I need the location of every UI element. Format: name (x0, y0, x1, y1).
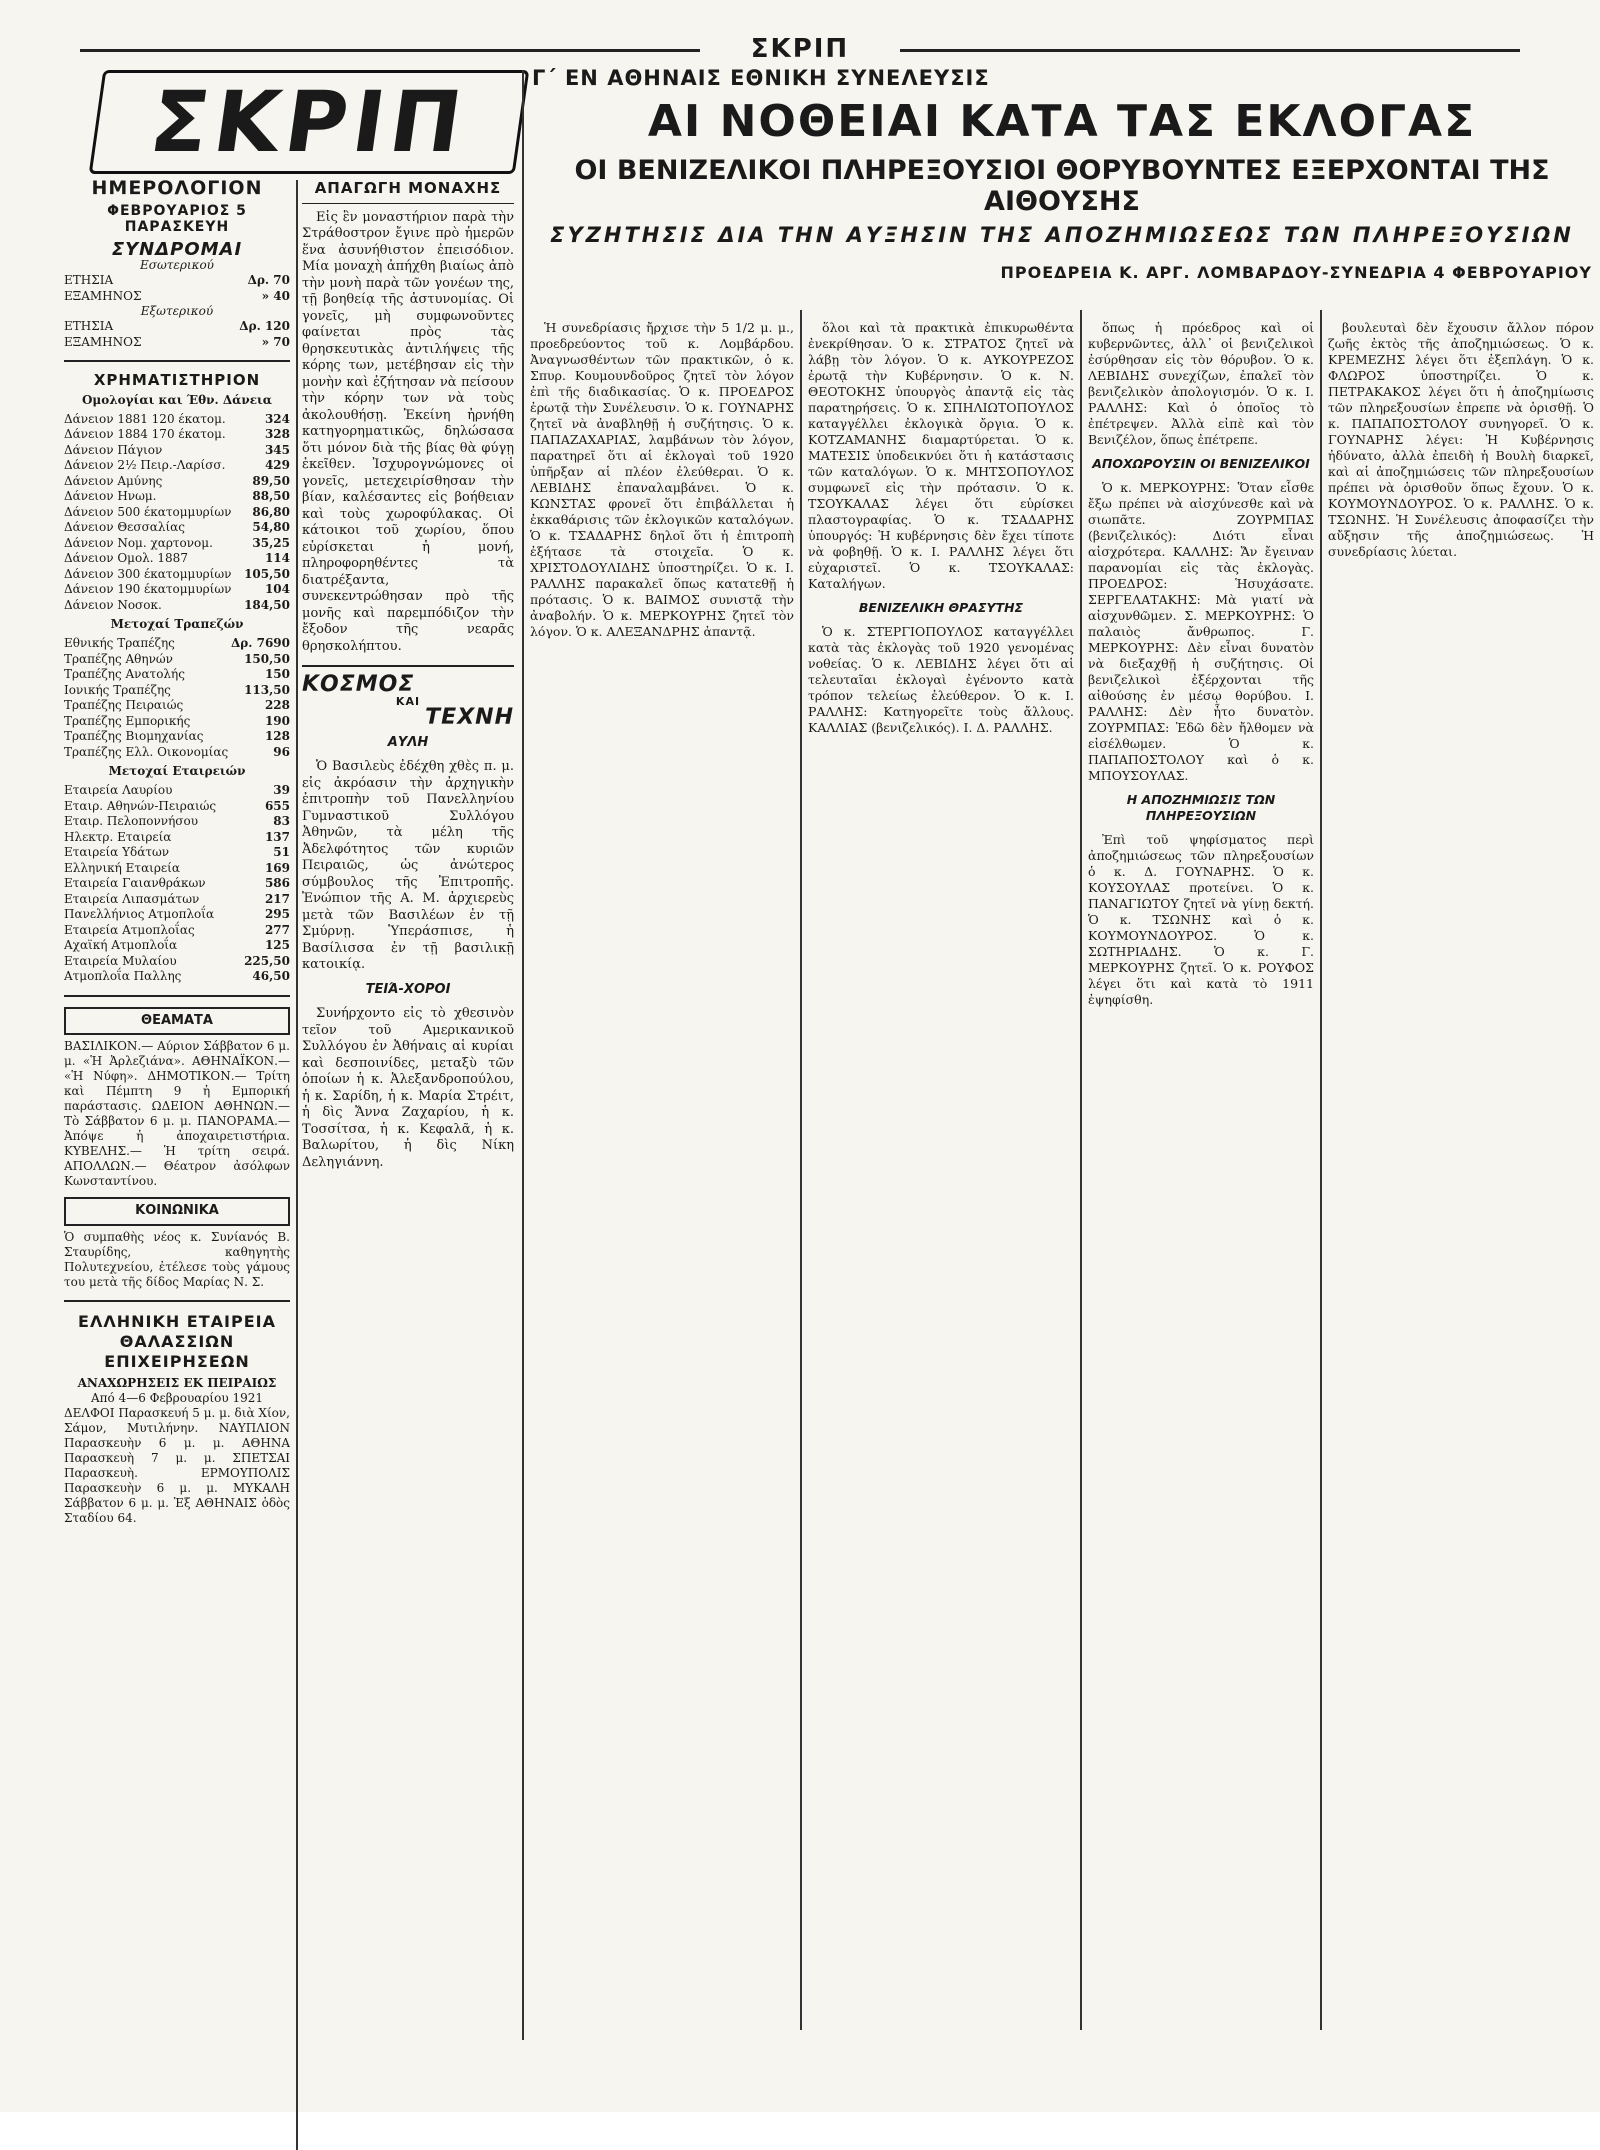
exchange-row: Δάνειον Νομ. χαρτονομ. 35,25 (64, 535, 290, 550)
column-rule (296, 180, 298, 2150)
subscription-row: ΕΞΑΜΗΝΟΣ » 70 (64, 334, 290, 349)
exchange-row: Δάνειον Ηνωμ. 88,50 (64, 489, 290, 503)
exchange-row: Δάνειον 1884 170 έκατομ. 328 (64, 427, 290, 441)
company-row: Εταιρεία Ατμοπλοΐας 277 (64, 922, 290, 937)
bank-row: Εθνικής Τραπέζης Δρ. 7690 (64, 636, 290, 650)
bank-row: Τραπέζης Πειραιώς 228 (64, 698, 290, 712)
theatres-title: ΘΕΑΜΑΤΑ (64, 1007, 290, 1036)
company-row: Εταιρεία Μυλαίου 225,50 (64, 953, 290, 968)
article-column-4: βουλευταὶ δὲν ἔχουσιν ἄλλον πόρον ζωῆς ἐκτὸς τῆς ἀποζημιώσεως. Ὁ κ. ΚΡΕΜΕΖΗΣ λέγει ὅτι ἐξεπλάγη. Ὁ κ. ΦΛΩΡΟΣ ὑποστηρίζει. Ὁ κ. ΠΕΤΡΑΚΑΚΟΣ λέγει ὅτι ἡ ἀποζημίωσις τῶν πληρεξουσίων ἐπρεπε νὰ ὁρισθῇ. Ὁ κ. ΠΑΠΑΠΟΣΤΟΛΟΥ συνηγορεῖ. Ὁ κ. ΓΟΥΝΑΡΗΣ λέγει: Ἡ Κυβέρνησις ἠδύνατο, ἀλλὰ ἐπειδὴ ἡ Βουλὴ διαρκεῖ, καὶ αἱ ἀποζημιώσεις τῶν πληρεξουσίων πρέπει νὰ ὁρισθοῦν ὅπως ἔχουν. Ὁ κ. ΚΟΥΜΟΥΝΔΟΥΡΟΣ. Ὁ κ. ΡΑΛΛΗΣ. Ὁ κ. ΤΣΩΝΗΣ. Ἡ Συνέλευσις ἀποφασίζει τὴν αὔξησιν τῆς ἀποζημιώσεως. Ἡ συνεδρίασις λύεται. (1328, 320, 1594, 559)
section-title-techni: ΤΕΧΝΗ (425, 705, 514, 730)
exchange-row: Δάνειον 190 έκατομμυρίων 104 (64, 582, 290, 596)
monastery-title: ΑΠΑΓΩΓΗ ΜΟΝΑΧΗΣ (314, 180, 502, 197)
company-row: Εταιρεία Λιπασμάτων 217 (64, 891, 290, 906)
bank-row: Τραπέζης Βιομηχανίας 128 (64, 729, 290, 743)
section-title-kai: ΚΑΙ (395, 694, 421, 708)
theatres-text: ΒΑΣΙΛΙΚΟΝ.— Αύριον Σάββατον 6 μ. μ. «Ἡ Ἀρλεζιάνα». ΑΘΗΝΑΪΚΟΝ.— «Ἡ Νύφη». ΔΗΜΟΤΙΚΟΝ.— Τρίτη καὶ Πέμπτη 9 ἡ Εμπορική παράστασις. ΩΔΕΙΟΝ ΑΘΗΝΩΝ.— Τὸ Σάββατον 6 μ. μ. ΠΑΝΟΡΑΜΑ.— Ἀπόψε ἡ ἀποχαιρετιστήρια. ΚΥΒΕΛΗΣ.— Ἡ τρίτη σειρά. ΑΠΟΛΛΩΝ.— Θέατρον ἀσόλφων Κωνσταντίνου. (64, 1039, 290, 1188)
company-row: Ηλεκτρ. Εταιρεία 137 (64, 829, 290, 844)
company-row: Εταιρ. Πελοποννήσου 83 (64, 814, 290, 828)
section-sub-avli: ΑΥΛΗ (387, 734, 429, 750)
foreign-label: Εξωτερικού (140, 304, 214, 318)
exchange-row: Δάνειον Αμύνης 89,50 (64, 473, 290, 488)
subscription-row: ΕΤΗΣΙΑ Δρ. 120 (64, 319, 290, 333)
companies-title: Μετοχαί Εταιρειών (108, 764, 246, 778)
company-row: Ελληνική Εταιρεία 169 (64, 860, 290, 875)
domestic-label: Εσωτερικού (140, 258, 214, 272)
exchange-title: ΧΡΗΜΑΤΙΣΤΗΡΙΟΝ (93, 371, 261, 389)
exchange-table (64, 412, 290, 614)
teia-text: Συνήρχοντο εἰς τὸ χθεσινὸν τεῖον τοῦ Αμερικανικοῦ Συλλόγου ἐν Ἀθήναις αἱ κυρίαι καὶ δεσποινίδες, μεταξὺ τῶν ὁποίων ἡ κ. Ἀλεξανδροπούλου, ἡ κ. Σαρίδη, ἡ κ. Μαρία Στρέιτ, ἡ δὶς Ἄννα Ζαχαρίου, ἡ κ. Τοσσίτσα, ἡ κ. Κεφαλᾶ, ἡ κ. Βαλωρίτου, ἡ δὶς Νίκη Δεληγιάννη. (302, 1006, 514, 1170)
exchange-row: Δάνειον Πάγιον 345 (64, 442, 290, 457)
bank-row: Τραπέζης Ανατολής 150 (64, 667, 290, 681)
column-rule (1320, 310, 1322, 2030)
sailings-dates: Από 4—6 Φεβρουαρίου 1921 (91, 1390, 263, 1405)
running-head: ΣΚΡΙΠ (0, 34, 1600, 64)
section-title-kosmos: ΚΟΣΜΟΣ (302, 672, 415, 697)
article-presidency: ΠΡΟΕΔΡΕΙΑ Κ. ΑΡΓ. ΛΟΜΒΑΡΔΟΥ-ΣΥΝΕΔΡΙΑ 4 ΦΕΒΡΟΥΑΡΙΟΥ (1000, 263, 1592, 282)
bank-row: Τραπέζης Ελλ. Οικονομίας 96 (64, 744, 290, 759)
sub-exit: ΑΠΟΧΩΡΟΥΣΙΝ ΟΙ ΒΕΝΙΖΕΛΙΚΟΙ (1092, 456, 1310, 471)
company-row: Εταιρεία Γαιανθράκων 586 (64, 876, 290, 890)
date-line: ΦΕΒΡΟΥΑΡΙΟΣ 5 ΠΑΡΑΣΚΕΥΗ (107, 202, 247, 235)
calendar-title: ΗΜΕΡΟΛΟΓΙΟΝ (91, 180, 263, 199)
article-column-2: ὅλοι καὶ τὰ πρακτικὰ ἐπικυρωθέντα ἐνεκρίθησαν. Ὁ κ. ΣΤΡΑΤΟΣ ζητεῖ νὰ λάβῃ τὸν λόγον. Ὁ κ. ΑΥΚΟΥΡΕΖΟΣ ἐρωτᾷ τὴν Κυβέρνησιν. Ὁ κ. Ν. ΘΕΟΤΟΚΗΣ ὑπουργὸς ἀπαντᾷ εἰς τὰς παρατηρήσεις. Ὁ κ. ΣΠΗΛΙΩΤΟΠΟΥΛΟΣ καταγγέλλει ἐκλογικὰ ὄργια. Ὁ κ. ΚΟΤΖΑΜΑΝΗΣ διαμαρτύρεται. Ὁ κ. ΜΑΤΕΣΙΣ ὑποδεικνύει ὅτι ἡ κατάστασις τῶν καταλόγων. Ὁ κ. ΜΗΤΣΟΠΟΥΛΟΣ συμφωνεῖ εἰς τὴν πρότασιν. Ὁ κ. ΤΣΟΥΚΑΛΑΣ λέγει ὅτι εὑρίσκει πλαστογραφίας. Ὁ κ. ΤΣΑΔΑΡΗΣ ὑπουργός: Ἡ κυβέρνησις δὲν ἔχει τίποτε νὰ φοβηθῇ. Ὁ κ. Ι. ΡΑΛΛΗΣ λέγει ὅτι εὐχαριστεῖ. Ὁ κ. ΤΣΟΥΚΑΛΑΣ: Καταλήγων. ΒΕΝΙΖΕΛΙΚΗ ΘΡΑΣΥΤΗΣ Ὁ κ. ΣΤΕΡΓΙΟΠΟΥΛΟΣ καταγγέλλει κατὰ τὰς ἐκλογὰς τοῦ 1920 γενομένας νοθείας. Ὁ κ. ΛΕΒΙΔΗΣ λέγει ὅτι αἱ τελευταῖαι ἐκλογαὶ ἐγένοντο κατὰ τρόπον τελείως ἐλεύθερον. Ὁ κ. Ι. ΡΑΛΛΗΣ: Κατηγορεῖτε τοὺς ἄλλους. ΚΑΛΛΙΑΣ (βενιζελικός). Ι. Δ. ΡΑΛΛΗΣ. (808, 320, 1074, 735)
column-rule (800, 310, 802, 2030)
companies-table (64, 783, 290, 985)
bank-row: Ιονικής Τραπέζης 113,50 (64, 682, 290, 697)
company-row: Εταιρεία Υδάτων 51 (64, 845, 290, 859)
exchange-row: Δάνειον Θεσσαλίας 54,80 (64, 520, 290, 534)
social-title: ΚΟΙΝΩΝΙΚΑ (64, 1197, 290, 1226)
subscriptions-title: ΣΥΝΔΡΟΜΑΙ (111, 238, 243, 260)
article-column-3: ὅπως ἡ πρόεδρος καὶ οἱ κυβερνῶντες, ἀλλ᾽ οἱ βενιζελικοὶ ἐσύρθησαν εἰς τὸν θόρυβον. Ὁ κ. ΛΕΒΙΔΗΣ συνεχίζων, ἐπαλεῖ τὸν βενιζελικὸν ἀπολογισμόν. Ὁ κ. Ι. ΡΑΛΛΗΣ: Καὶ ὁ ὁποῖος τὸ ἐπέτρεψεν. Ἀλλὰ εἰπὲ καὶ τὸν Βενιζέλον, ὅπως ἐπέτρεπε. ΑΠΟΧΩΡΟΥΣΙΝ ΟΙ ΒΕΝΙΖΕΛΙΚΟΙ Ὁ κ. ΜΕΡΚΟΥΡΗΣ: Ὅταν εἶσθε ἔξω πρέπει νὰ αἰσχύνεσθε καὶ νὰ σιωπᾶτε. ΖΟΥΡΜΠΑΣ (βενιζελικός): Διότι εἶναι αἰσχρότερα. ΚΑΛΛΗΣ: Ἄν ἔγειναν παρανομίαι εἰς τὰς ἐκλογὰς. ΠΡΟΕΔΡΟΣ: Ἡσυχάσατε. ΣΕΡΓΕΛΑΤΑΚΗΣ: Μὰ γιατί νὰ αἰσχυνθῶμεν. Σ. ΜΕΡΚΟΥΡΗΣ: Ὁ παλαιὸς ἄνθρωπος. Γ. ΜΕΡΚΟΥΡΗΣ: Δὲν εἶναι δυνατὸν νὰ διεξαχθῇ ἡ συζήτησις. Οἱ βενιζελικοὶ ἐξέρχονται τῆς αἰθούσης ἐν μέσῳ θορύβου. Ι. ΡΑΛΛΗΣ: Δὲν ἦτο δυνατὸν. ΖΟΥΡΜΠΑΣ: Ἐδῶ δὲν ἤλθομεν νὰ εἰσέλθωμεν. Ὁ κ. ΠΑΠΑΠΟΣΤΟΛΟΥ καὶ ὁ κ. ΜΠΟΥΣΟΥΛΑΣ. Η ΑΠΟΖΗΜΙΩΣΙΣ ΤΩΝ ΠΛΗΡΕΞΟΥΣΙΩΝ Ἐπὶ τοῦ ψηφίσματος περὶ ἀποζημιώσεως τῶν πληρεξουσίων ὁ κ. Δ. ΓΟΥΝΑΡΗΣ. Ὁ κ. ΚΟΥΣΟΥΛΑΣ προτείνει. Ὁ κ. ΠΑΝΑΓΙΩΤΟΥ ζητεῖ νὰ γίνῃ δεκτή. Ὁ κ. ΤΣΩΝΗΣ καὶ ὁ κ. ΚΟΥΜΟΥΝΔΟΥΡΟΣ. Ὁ κ. ΣΩΤΗΡΙΑΔΗΣ. Ὁ κ. Γ. ΜΕΡΚΟΥΡΗΣ ζητεῖ. Ὁ κ. ΡΟΥΦΟΣ λέγει ὅτι καὶ κατὰ τὸ 1911 ἐψηφίσθη. (1088, 320, 1314, 1007)
court-text: Ὁ Βασιλεὺς ἐδέχθη χθὲς π. μ. εἰς ἀκρόασιν τὴν ἀρχηγικὴν ἐπιτροπὴν τοῦ Πανελληνίου Γυμναστικοῦ Συλλόγου Ἀθηνῶν, τὰ μέλη τῆς Ἀδελφότητος τῶν κυριῶν Πειραιῶς, ὡς ἀνώτερος σύμβουλος τῆς Ἐπιτροπῆς. Ἐνώπιον τῆς Α. Μ. ἀρχιερεὺς μετὰ τῶν Βασιλέων ἐν τῇ Σμύρνῃ. Ὑπεράσπισε, ἡ Βασίλισσα ἐν τῇ βασιλικῇ κατοικίᾳ. (302, 759, 514, 972)
exchange-row: Δάνειον 2½ Πειρ.-Λαρίσσ. 429 (64, 458, 290, 472)
section-sub-teia: ΤΕΙΆ-ΧΟΡΟΙ (365, 981, 451, 997)
company-row: Εταιρ. Αθηνών-Πειραιώς 655 (64, 798, 290, 813)
social-text: Ὁ συμπαθὴς νέος κ. Συνίανός Β. Σταυρίδης, καθηγητὴς Πολυτεχνείου, ἐτέλεσε τοὺς γάμους του μετὰ τῆς δίδος Μαρίας Ν. Σ. (64, 1229, 290, 1289)
sailings-text: ΔΕΛΦΟΙ Παρασκευή 5 μ. μ. διὰ Χίον, Σάμον, Μυτιλήνην. ΝΑΥΠΛΙΟΝ Παρασκευὴν 6 μ. μ. ΑΘΗΝΑ Παρασκευὴ 7 μ. μ. ΣΠΕΤΣΑΙ Παρασκευὴ. ΕΡΜΟΥΠΟΛΙΣ Παρασκευὴν 6 μ. μ. ΜΥΚΑΛΗ Σάββατον 6 μ. μ. Ἐξ ΑΘΗΝΑΙΣ ὁδὸς Σταδίου 64. (64, 1405, 290, 1525)
company-row: Ατμοπλοΐα Παλλης 46,50 (64, 969, 290, 983)
main-article-header (532, 66, 1592, 282)
masthead-logo: ΣΚΡΙΠ (89, 70, 530, 174)
second-column (302, 180, 514, 2130)
article-headline: ΑΙ ΝΟΘΕΙΑΙ ΚΑΤΑ ΤΑΣ ΕΚΛΟΓΑΣ (647, 96, 1477, 147)
company-advert-title: ΕΛΛΗΝΙΚΗ ΕΤΑΙΡΕΙΑ ΘΑΛΑΣΣΙΩΝ ΕΠΙΧΕΙΡΗΣΕΩΝ (78, 1311, 276, 1371)
exchange-row: Δάνειον 300 έκατομμυρίων 105,50 (64, 566, 290, 581)
column-rule (522, 70, 524, 2040)
sub-venizelist: ΒΕΝΙΖΕΛΙΚΗ ΘΡΑΣΥΤΗΣ (858, 600, 1024, 615)
exchange-subtitle: Ομολογίαι και Έθν. Δάνεια (81, 392, 273, 407)
company-row: Αχαϊκή Ατμοπλοΐα 125 (64, 938, 290, 952)
column-rule (1080, 310, 1082, 2030)
article-deck: ΣΥΖΗΤΗΣΙΣ ΔΙΑ ΤΗΝ ΑΥΞΗΣΙΝ ΤΗΣ ΑΠΟΖΗΜΙΩΣΕΩΣ ΤΩΝ ΠΛΗΡΕΞΟΥΣΙΩΝ (550, 223, 1574, 247)
exchange-row: Δάνειον Νοσοκ. 184,50 (64, 597, 290, 612)
sub-compensation: Η ΑΠΟΖΗΜΙΩΣΙΣ ΤΩΝ ΠΛΗΡΕΞΟΥΣΙΩΝ (1126, 792, 1276, 823)
banks-table (64, 636, 290, 760)
bank-row: Τραπέζης Εμπορικής 190 (64, 713, 290, 728)
sailings-title: ΑΝΑΧΩΡΗΣΕΙΣ ΕΚ ΠΕΙΡΑΙΩΣ (77, 1375, 277, 1390)
company-row: Πανελλήνιος Ατμοπλοΐα 295 (64, 907, 290, 921)
monastery-text: Εἰς ἓν μοναστήριον παρὰ τὴν Στράθοστρον ἔγινε πρὸ ἡμερῶν ἕνα ἀσυνήθιστον ἐπεισόδιον. Μία μοναχὴ ἀπήχθη βιαίως ἀπὸ τὴν μονὴ παρὰ τῶν γονέων της, τῇ βοηθείᾳ τῆς ἀστυνομίας. Οἱ γονεῖς, μὴ συμφωνοῦντες φαίνεται πρὸς τὰς θρησκευτικὰς ἀντιλήψεις τῆς κόρης των, μετέβησαν εἰς τὴν μονὴν καὶ ἐζήτησαν νὰ πείσουν τὴν κόρην των νὰ τοὺς ἀκολουθήσῃ. Ἐκείνη ἠρνήθη κατηγορηματικῶς, δηλώσασα ὅτι μόνον διὰ τῆς βίας θὰ φύγῃ ἐκεῖθεν. Ἰσχυρογνώμονες οἱ γονεῖς, μετεχειρίσθησαν τὴν βίαν, καλέσαντες εἰς βοήθειαν καὶ τοὺς χωροφύλακας. Οἱ κάτοικοι τοῦ χωρίου, ὅπου εὑρίσκεται ἡ μονή, πληροφορηθέντες τὰ διατρέξαντα, συνεκεντρώθησαν πρὸ τῆς μονῆς καὶ παρεμπόδιζον τὴν ἔξοδον τῆς νεαρᾶς θρησκολήπτου. (302, 209, 514, 654)
bank-row: Τραπέζης Αθηνών 150,50 (64, 651, 290, 666)
banks-title: Μετοχαί Τραπεζών (110, 617, 244, 631)
exchange-row: Δάνειον Ομολ. 1887 114 (64, 551, 290, 565)
exchange-row: Δάνειον 500 έκατομμυρίων 86,80 (64, 504, 290, 519)
left-column (64, 180, 290, 2130)
exchange-row: Δάνειον 1881 120 έκατομ. 324 (64, 411, 290, 426)
subscription-row: ΕΞΑΜΗΝΟΣ » 40 (64, 288, 290, 303)
company-row: Εταιρεία Λαυρίου 39 (64, 783, 290, 797)
article-subhead: ΟΙ ΒΕΝΙΖΕΛΙΚΟΙ ΠΛΗΡΕΞΟΥΣΙΟΙ ΘΟΡΥΒΟΥΝΤΕΣ ΕΞΕΡΧΟΝΤΑΙ ΤΗΣ ΑΙΘΟΥΣΗΣ (574, 155, 1550, 217)
article-kicker: Γ΄ ΕΝ ΑΘΗΝΑΙΣ ΕΘΝΙΚΗ ΣΥΝΕΛΕΥΣΙΣ (532, 66, 990, 90)
article-column-1: Ἡ συνεδρίασις ἤρχισε τὴν 5 1/2 μ. μ., προεδρεύοντος τοῦ κ. Λομβάρδου. Ἀναγνωσθέντων τῶν πρακτικῶν, ὁ κ. Σπυρ. Κουμουνδοῦρος ζητεῖ τὸν λόγον ἐπὶ τῆς διαδικασίας. Ὁ κ. ΠΡΟΕΔΡΟΣ ἐρωτᾷ τὴν Συνέλευσιν. Ὁ κ. ΓΟΥΝΑΡΗΣ ζητεῖ νὰ ἀναβληθῇ ἡ συζήτησις. Ὁ κ. ΠΑΠΑΖΑΧΑΡΙΑΣ, λαμβάνων τὸν λόγον, παρατηρεῖ ὅτι αἱ ἐκλογαὶ τοῦ 1920 ὑπῆρξαν αἱ πλέον ἐλεύθεραι. Ὁ κ. ΛΕΒΙΔΗΣ ἐπαναλαμβάνει. Ὁ κ. ΚΩΝΣΤΑΣ φρονεῖ ὅτι ἐπιβάλλεται ἡ ἐκκαθάρισις τῶν ἐκλογικῶν καταλόγων. Ὁ κ. ΤΣΑΔΑΡΗΣ δηλοῖ ὅτι ἡ ἐπιτροπὴ ἐξήτασε τὰ στοιχεῖα. Ὁ κ. ΧΡΙΣΤΟΔΟΥΛΙΔΗΣ ὑποστηρίζει. Ὁ κ. Ι. ΡΑΛΛΗΣ παρακαλεῖ ὅπως κατατεθῇ ἡ πρότασις. Ὁ κ. ΒΑΙΜΟΣ συνιστᾷ τὴν ἀναβολήν. Ὁ κ. ΜΕΡΚΟΥΡΗΣ ζητεῖ τὸν λόγον. Ὁ κ. ΑΛΕΞΑΝΔΡΗΣ ἀπαντᾷ. (530, 320, 794, 639)
subscription-row: ΕΤΗΣΙΑ Δρ. 70 (64, 273, 290, 287)
